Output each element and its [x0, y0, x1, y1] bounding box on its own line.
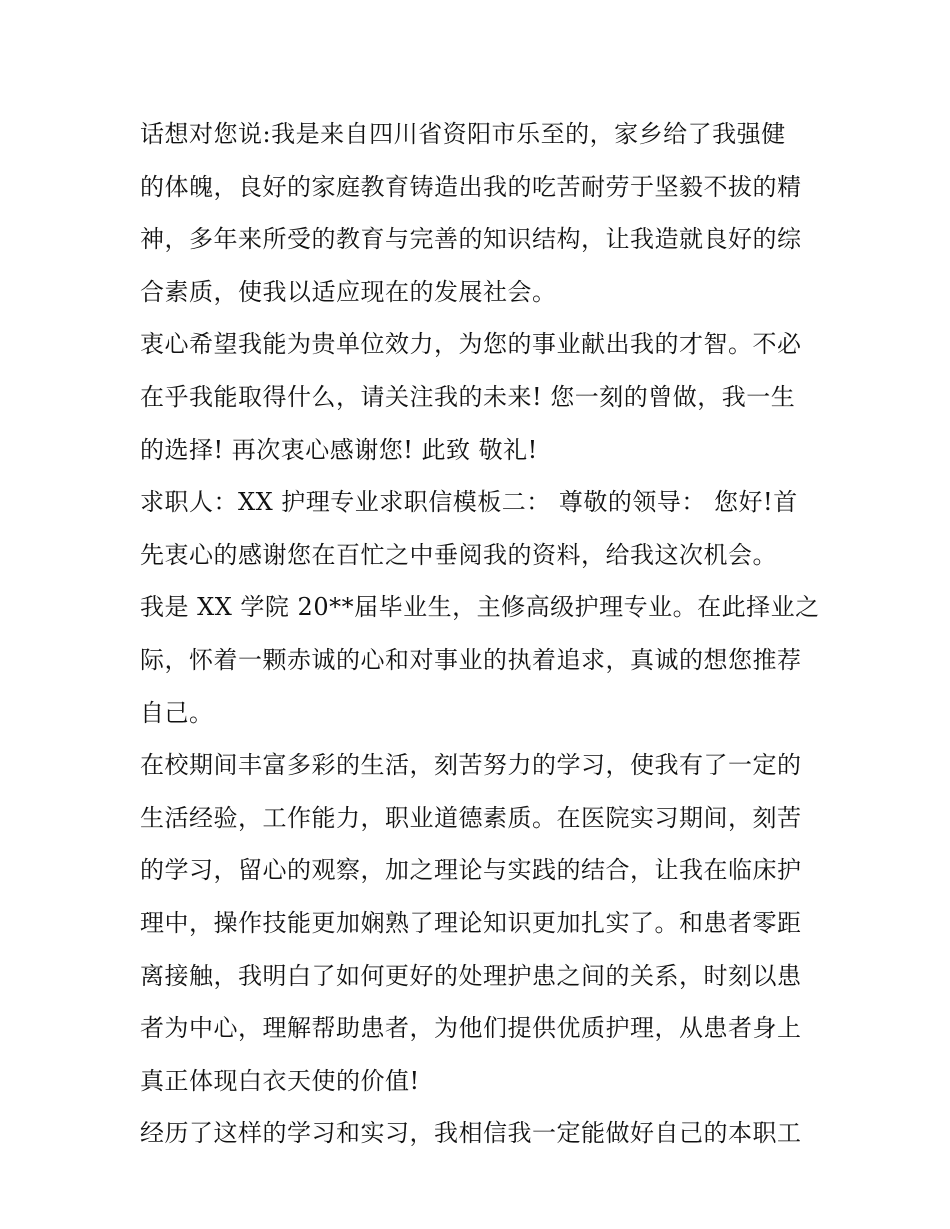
text-line: 自己。 — [140, 698, 214, 727]
text-line: 际，怀着一颗赤诚的心和对事业的执着追求，真诚的想您推荐 — [140, 645, 802, 674]
text-line: 求职人：XX 护理专业求职信模板二： 尊敬的领导： 您好!首 — [140, 488, 798, 517]
text-line: 合素质，使我以适应现在的发展社会。 — [140, 277, 557, 306]
document-page — [140, 108, 820, 1160]
text-line: 离接触，我明白了如何更好的处理护患之间的关系，时刻以患 — [140, 961, 802, 990]
text-line: 的学习，留心的观察，加之理论与实践的结合，让我在临床护 — [140, 856, 802, 885]
text-line: 真正体现白衣天使的价值! — [140, 1066, 420, 1095]
text-line: 神，多年来所受的教育与完善的知识结构，让我造就良好的综 — [140, 225, 802, 254]
text-line: 在校期间丰富多彩的生活，刻苦努力的学习，使我有了一定的 — [140, 751, 802, 780]
text-line: 生活经验，工作能力，职业道德素质。在医院实习期间，刻苦 — [140, 803, 802, 832]
text-line: 衷心希望我能为贵单位效力，为您的事业献出我的才智。不必 — [140, 330, 802, 359]
text-line: 的体魄，良好的家庭教育铸造出我的吃苦耐劳于坚毅不拔的精 — [140, 172, 802, 201]
text-line: 我是 XX 学院 20**届毕业生，主修高级护理专业。在此择业之 — [140, 593, 820, 622]
text-line: 经历了这样的学习和实习，我相信我一定能做好自己的本职工 — [140, 1119, 802, 1148]
text-line: 理中，操作技能更加娴熟了理论知识更加扎实了。和患者零距 — [140, 908, 802, 937]
text-line: 先衷心的感谢您在百忙之中垂阅我的资料，给我这次机会。 — [140, 540, 777, 569]
text-line: 话想对您说:我是来自四川省资阳市乐至的，家乡给了我强健 — [140, 120, 786, 148]
text-line: 的选择! 再次衷心感谢您! 此致 敬礼! — [140, 435, 538, 464]
text-line: 者为中心，理解帮助患者，为他们提供优质护理，从患者身上 — [140, 1014, 802, 1043]
text-line: 在乎我能取得什么，请关注我的未来! 您一刻的曾做，我一生 — [140, 382, 796, 411]
